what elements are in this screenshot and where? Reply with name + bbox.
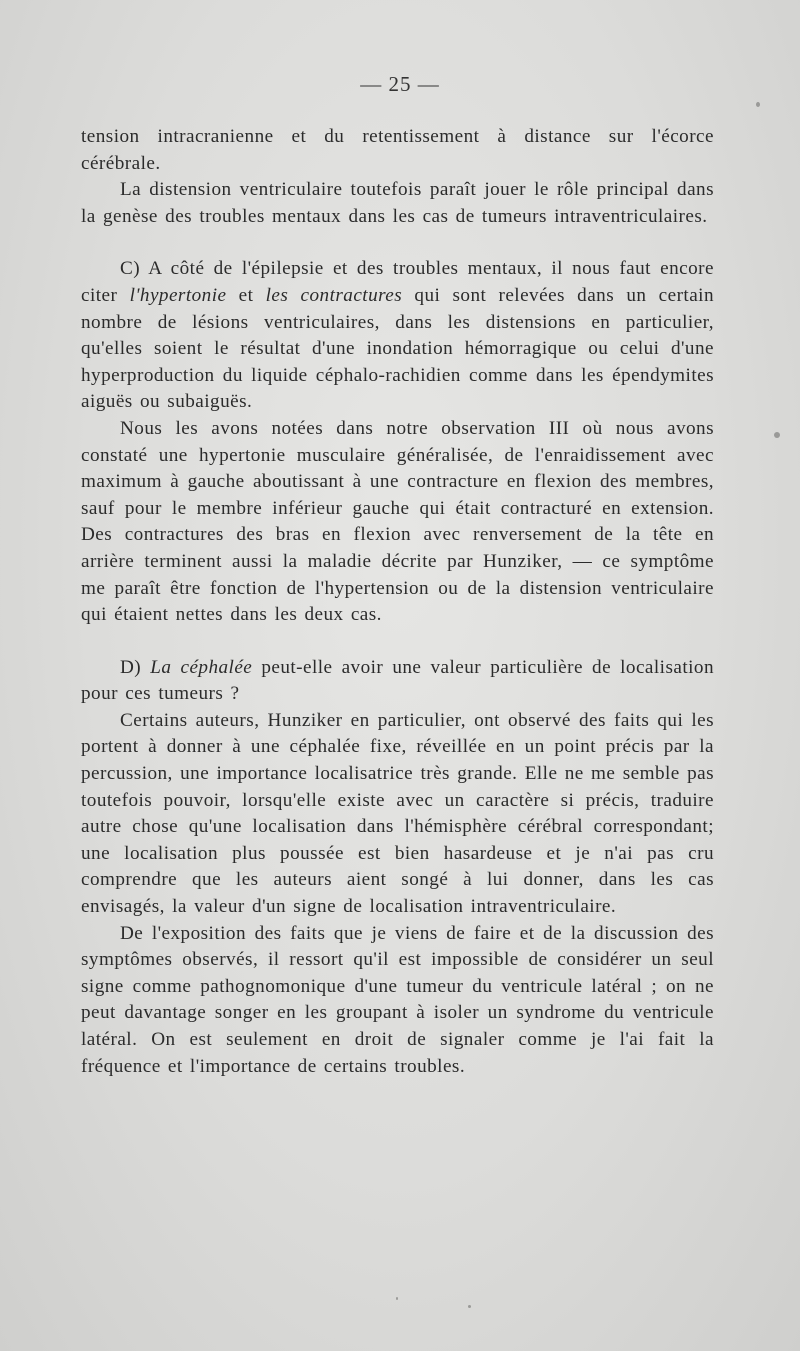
paragraph-section-d (81, 655, 714, 708)
paragraph-conclusion: De l'exposition des faits que je viens de faire et de la discussion des symptômes observés, il ressort qu'il est impossible de considérer un seul signe comme pathognomonique d'une tumeur du ventricule latéral ; on ne peut davantage songer en les groupant à isoler un syndrome du ventricule latéral. On est seulement en droit de signaler comme je l'ai fait la fréquence et l'importance de certains troubles. (81, 922, 714, 1077)
term-cephalee: La céphalée (150, 656, 253, 678)
body-text (81, 124, 714, 1080)
section-c-connector: et (226, 284, 266, 306)
paper-speck (774, 432, 780, 438)
paragraph-section-c (81, 256, 714, 416)
section-d-question: peut-elle avoir une valeur particulière de localisation pour ces tumeurs ? (81, 656, 714, 705)
paper-speck (756, 102, 760, 107)
paper-speck (468, 1305, 471, 1308)
section-c-text-start: C) A côté de l'épilepsie et des troubles mentaux, il nous faut encore citer (81, 258, 714, 306)
paragraph-observation-iii: Nous les avons notées dans notre observation III où nous avons constaté une hypertonie musculaire généralisée, de l'enraidissement avec maximum à gauche aboutissant à une contracture en flexion des membres, sauf pour le membre inférieur gauche qui était contracturé en extension. Des contractures des bras en flexion avec renversement de la tête en arrière terminent aussi la maladie décrite par Hunziker, — ce symptôme me paraît être fonction de l'hypertension ou de la distension ventriculaire qui étaient nettes dans les deux cas. (81, 417, 714, 626)
paper-speck (396, 1297, 398, 1300)
term-hypertonie: l'hypertonie (129, 284, 227, 306)
page-number: — 25 — (360, 72, 440, 96)
paragraph-1: tension intracranienne et du retentissement à distance sur l'écorce cérébrale. (81, 126, 714, 174)
section-c-text-end: qui sont relevées dans un certain nombre de lésions ventriculaires, dans les distensions en particulier, qu'elles soient le résultat d'une inondation hémorragique ou celui d'une hyperproduction du liquide céphalo-rachidien comme dans les épendymites aiguës ou subaiguës. (81, 284, 714, 413)
paragraph-2: La distension ventriculaire toutefois paraît jouer le rôle principal dans la genèse des troubles mentaux dans les cas de tumeurs intraventriculaires. (81, 179, 714, 227)
paragraph-hunziker: Certains auteurs, Hunziker en particulier, ont observé des faits qui les portent à donner à une céphalée fixe, réveillée en un point précis par la percussion, une importance localisatrice très grande. Elle ne me semble pas toutefois pouvoir, lorsqu'elle existe avec un caractère si précis, traduire autre chose qu'une localisation dans l'hémisphère cérébral correspondant; une localisation plus poussée est bien hasardeuse et je n'ai pas cru comprendre que les auteurs aient songé à lui donner, dans les cas envisagés, la valeur d'un signe de localisation intraventriculaire. (81, 709, 714, 918)
section-d-label: D) (120, 656, 151, 678)
term-contractures: les contractures (265, 284, 403, 306)
